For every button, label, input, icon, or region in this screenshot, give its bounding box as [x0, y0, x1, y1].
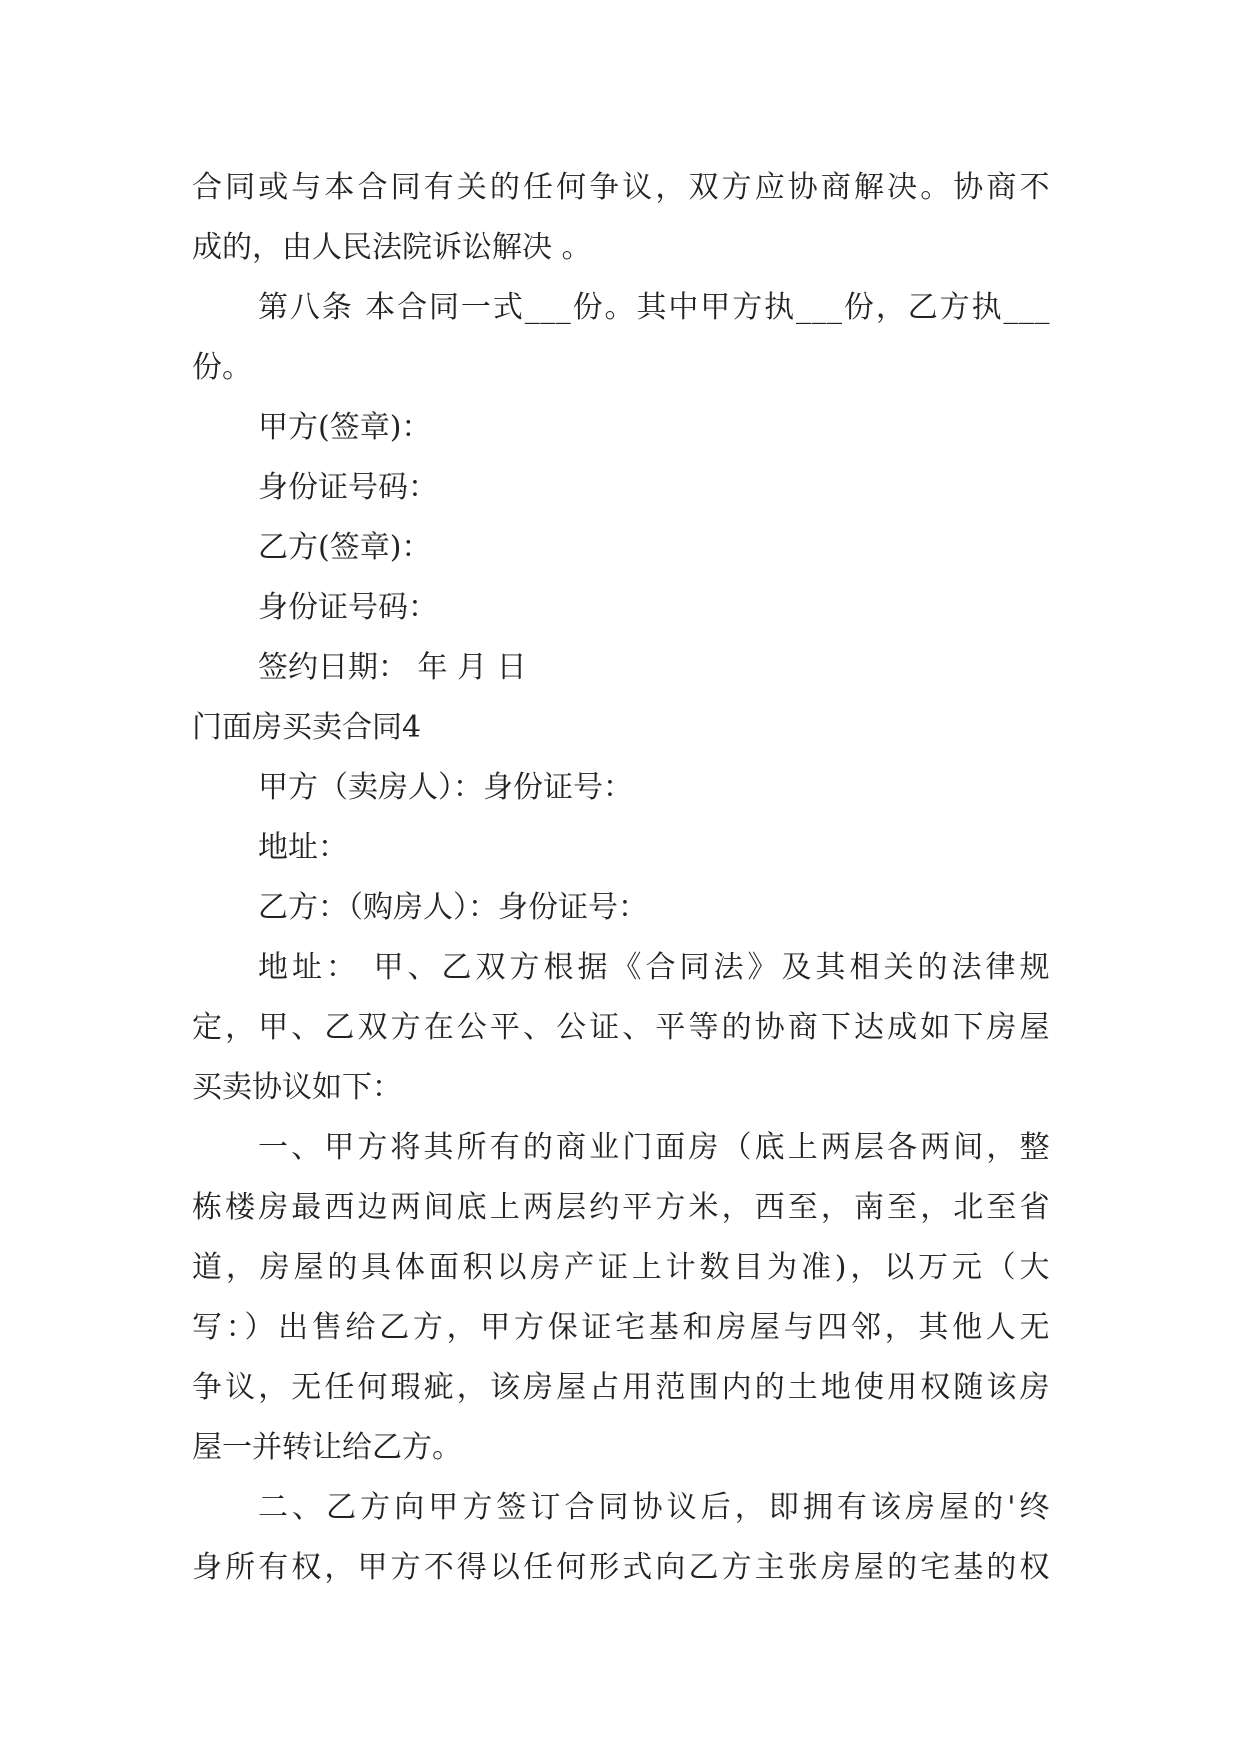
- text-line: 成的，由人民法院诉讼解决 。: [192, 230, 592, 265]
- section-title: 门面房买卖合同4: [192, 710, 422, 745]
- text-line: 写：）出售给乙方，甲方保证宅基和房屋与四邻，其他人无: [192, 1310, 1050, 1345]
- text-line: 合同或与本合同有关的任何争议，双方应协商解决。协商不: [192, 170, 1050, 205]
- article-eight-line: 第八条 本合同一式___份。其中甲方执___份，乙方执___: [258, 290, 1050, 325]
- text-line: 屋一并转让给乙方。: [192, 1430, 462, 1465]
- text-line: 道，房屋的具体面积以房产证上计数目为准)，以万元（大: [192, 1250, 1050, 1285]
- text-line: 买卖协议如下：: [192, 1070, 402, 1105]
- text-line: 定，甲、乙双方在公平、公证、平等的协商下达成如下房屋: [192, 1010, 1050, 1045]
- buyer-line: 乙方：（购房人）：身份证号：: [258, 890, 648, 925]
- text-line: 份。: [192, 350, 252, 385]
- text-line: 栋楼房最西边两间底上两层约平方米，西至，南至，北至省: [192, 1190, 1050, 1225]
- party-b-id-line: 身份证号码：: [258, 590, 438, 625]
- text-line: 身所有权，甲方不得以任何形式向乙方主张房屋的宅基的权: [192, 1550, 1050, 1585]
- buyer-address-line: 地址： 甲、乙双方根据《合同法》及其相关的法律规: [258, 950, 1050, 985]
- party-a-id-line: 身份证号码：: [258, 470, 438, 505]
- document-body: [192, 158, 1050, 1598]
- clause-one-line: 一、甲方将其所有的商业门面房（底上两层各两间，整: [258, 1130, 1050, 1165]
- clause-two-line: 二、乙方向甲方签订合同协议后，即拥有该房屋的'终: [258, 1490, 1050, 1525]
- text-line: 争议，无任何瑕疵，该房屋占用范围内的土地使用权随该房: [192, 1370, 1050, 1405]
- party-b-signature-line: 乙方(签章)：: [258, 530, 432, 565]
- seller-address-line: 地址：: [258, 830, 348, 865]
- party-a-signature-line: 甲方(签章)：: [258, 410, 432, 445]
- signing-date-line: 签约日期： 年 月 日: [258, 650, 527, 685]
- seller-line: 甲方（卖房人）：身份证号：: [258, 770, 633, 805]
